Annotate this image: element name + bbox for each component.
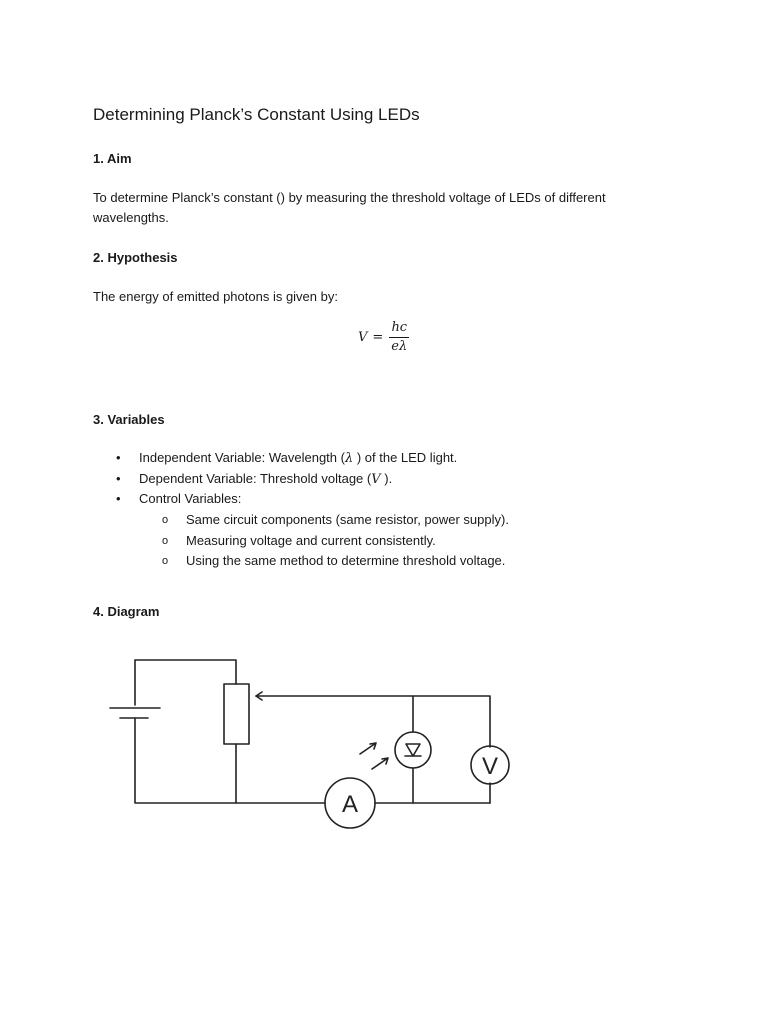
dependent-variable-prefix: Dependent Variable: Threshold voltage (	[139, 470, 372, 486]
lambda-symbol: λ	[344, 451, 354, 466]
voltmeter-label: V	[481, 753, 499, 780]
led-icon	[395, 732, 431, 768]
hypothesis-text: The energy of emitted photons is given by:	[93, 289, 338, 304]
circuit-diagram	[100, 650, 520, 835]
dependent-variable	[139, 469, 392, 490]
voltage-symbol: V	[371, 471, 381, 487]
control-variable: Measuring voltage and current consistently.	[186, 532, 436, 548]
independent-variable-suffix: ) of the LED light.	[353, 450, 458, 465]
aim-text: To determine Planck’s constant () by measuring the threshold voltage of LEDs of different wavelengths.	[93, 190, 606, 225]
bullet-marker: •	[116, 470, 121, 486]
led-diode-symbol	[405, 744, 421, 756]
bullet-marker: •	[116, 491, 121, 506]
bullet-marker: •	[116, 450, 121, 465]
rheostat	[224, 684, 249, 744]
equation-fraction	[389, 320, 409, 355]
control-variables-label: Control Variables:	[139, 491, 242, 506]
control-variable: Using the same method to determine threshold voltage.	[186, 553, 506, 568]
equation-lhs: V	[358, 330, 368, 345]
diagram-heading: 4. Diagram	[93, 604, 160, 619]
independent-variable	[139, 448, 457, 469]
sub-bullet-marker: o	[162, 555, 169, 567]
planck-equation	[358, 320, 409, 355]
circuit-wire-left-lower	[135, 718, 325, 803]
variables-heading: 3. Variables	[93, 412, 165, 427]
equation-numerator: hc	[389, 320, 409, 338]
equation-denominator: eλ	[391, 339, 408, 354]
circuit-wire-slider	[256, 696, 490, 747]
dependent-variable-suffix: ).	[380, 470, 393, 486]
equation-equals: =	[372, 330, 384, 345]
aim-heading: 1. Aim	[93, 151, 132, 166]
independent-variable-prefix: Independent Variable: Wavelength (	[139, 450, 345, 465]
sub-bullet-marker: o	[162, 534, 169, 547]
light-arrow-icon	[360, 743, 376, 754]
hypothesis-heading: 2. Hypothesis	[93, 250, 178, 265]
light-arrow-icon	[372, 758, 388, 769]
circuit-wire-top	[135, 660, 236, 684]
sub-bullet-marker: o	[162, 514, 169, 526]
control-variable: Same circuit components (same resistor, power supply).	[186, 512, 509, 527]
document-title: Determining Planck’s Constant Using LEDs	[93, 105, 420, 124]
ammeter-label: A	[341, 791, 359, 818]
